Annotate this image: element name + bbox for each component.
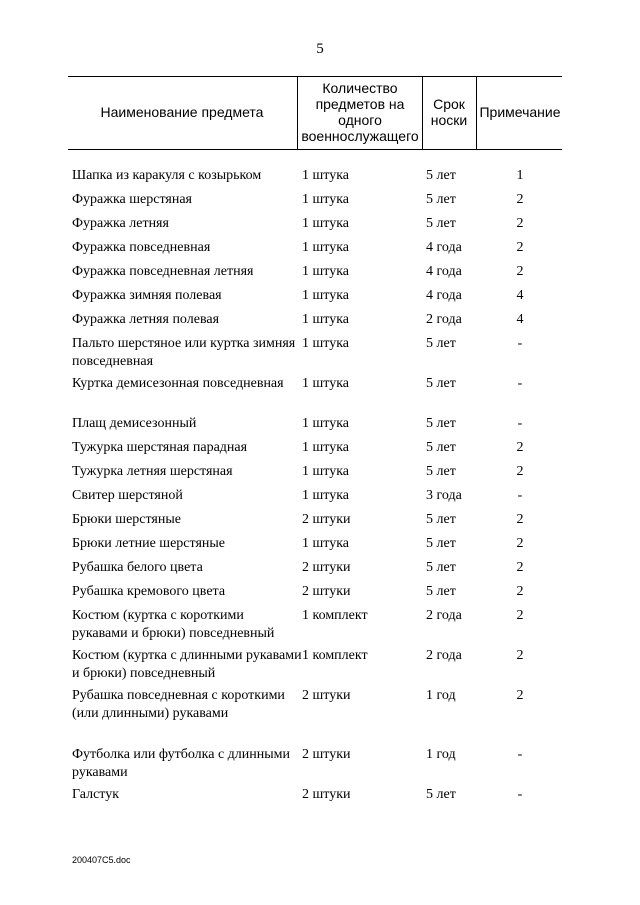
item-note: 2 <box>516 648 524 663</box>
item-note: 2 <box>516 216 524 231</box>
item-note: 2 <box>516 464 524 479</box>
header-qty: Количество предметов на одного военнослужащего <box>301 80 419 144</box>
item-note: 2 <box>516 240 524 255</box>
item-name: Шапка из каракуля с козырьком <box>72 168 262 183</box>
item-note: 2 <box>516 192 524 207</box>
item-quantity: 2 штуки <box>302 512 351 527</box>
item-name: Куртка демисезонная повседневная <box>72 376 284 391</box>
page-number: 5 <box>316 41 324 57</box>
header-name: Наименование предмета <box>100 104 264 120</box>
item-note: - <box>517 787 523 802</box>
item-term: 2 года <box>426 608 462 623</box>
item-name: Фуражка повседневная <box>72 240 211 255</box>
item-term: 4 года <box>426 288 462 303</box>
footer-filename: 200407C5.doc <box>72 855 131 865</box>
item-note: 2 <box>516 584 524 599</box>
item-name: Брюки шерстяные <box>72 512 181 527</box>
header-top-rule <box>68 76 562 77</box>
item-name: Галстук <box>72 787 120 802</box>
header-note: Примечание <box>479 104 561 120</box>
item-name: Фуражка летняя <box>72 216 169 231</box>
item-name: Футболка или футболка с длинными рукавами <box>72 747 291 780</box>
item-note: 4 <box>516 312 524 327</box>
item-term: 5 лет <box>426 168 456 183</box>
item-term: 2 года <box>426 312 462 327</box>
column-divider <box>422 76 423 149</box>
item-quantity: 1 комплект <box>302 608 368 623</box>
item-term: 5 лет <box>426 536 456 551</box>
column-divider <box>297 76 298 149</box>
item-term: 4 года <box>426 264 462 279</box>
item-note: - <box>517 488 523 503</box>
item-quantity: 1 штука <box>302 240 350 255</box>
item-term: 4 года <box>426 240 462 255</box>
item-quantity: 2 штуки <box>302 584 351 599</box>
header-term: Срок носки <box>430 96 468 128</box>
item-quantity: 1 штука <box>302 288 350 303</box>
item-quantity: 1 комплект <box>302 648 368 663</box>
item-note: - <box>517 747 523 762</box>
item-quantity: 1 штука <box>302 536 350 551</box>
item-term: 3 года <box>426 488 462 503</box>
item-quantity: 1 штука <box>302 376 350 391</box>
item-quantity: 1 штука <box>302 312 350 327</box>
item-quantity: 2 штуки <box>302 787 351 802</box>
item-term: 5 лет <box>426 584 456 599</box>
item-quantity: 2 штуки <box>302 560 351 575</box>
item-name: Брюки летние шерстяные <box>72 536 226 551</box>
item-name: Плащ демисезонный <box>72 416 197 431</box>
item-quantity: 1 штука <box>302 464 350 479</box>
item-term: 5 лет <box>426 192 456 207</box>
item-name: Тужурка шерстяная парадная <box>72 440 248 455</box>
item-note: - <box>517 336 523 351</box>
item-term: 5 лет <box>426 512 456 527</box>
item-term: 5 лет <box>426 560 456 575</box>
item-name: Фуражка летняя полевая <box>72 312 220 327</box>
item-name: Рубашка белого цвета <box>72 560 203 575</box>
item-quantity: 1 штука <box>302 488 350 503</box>
item-name: Свитер шерстяной <box>72 488 183 503</box>
item-quantity: 1 штука <box>302 216 350 231</box>
item-quantity: 1 штука <box>302 192 350 207</box>
item-name: Рубашка повседневная с короткими (или длинными) рукавами <box>72 688 285 721</box>
item-term: 5 лет <box>426 336 456 351</box>
item-quantity: 1 штука <box>302 168 350 183</box>
item-term: 1 год <box>426 688 456 703</box>
item-term: 2 года <box>426 648 462 663</box>
item-name: Фуражка зимняя полевая <box>72 288 222 303</box>
item-quantity: 1 штука <box>302 336 350 351</box>
item-note: - <box>517 376 523 391</box>
item-quantity: 1 штука <box>302 264 350 279</box>
item-note: 2 <box>516 512 524 527</box>
item-name: Костюм (куртка с длинными рукавами и брюки) повседневный <box>72 648 302 681</box>
item-quantity: 2 штуки <box>302 688 351 703</box>
item-term: 5 лет <box>426 440 456 455</box>
item-term: 5 лет <box>426 376 456 391</box>
item-term: 1 год <box>426 747 456 762</box>
item-name: Фуражка повседневная летняя <box>72 264 254 279</box>
column-divider <box>476 76 477 149</box>
item-quantity: 1 штука <box>302 416 350 431</box>
item-quantity: 1 штука <box>302 440 350 455</box>
item-name: Тужурка летняя шерстяная <box>72 464 233 479</box>
item-note: 2 <box>516 440 524 455</box>
item-note: 2 <box>516 608 524 623</box>
item-note: 2 <box>516 536 524 551</box>
item-name: Пальто шерстяное или куртка зимняя повседневная <box>72 336 296 369</box>
item-note: 2 <box>516 688 524 703</box>
item-note: 1 <box>516 168 524 183</box>
item-term: 5 лет <box>426 416 456 431</box>
item-name: Рубашка кремового цвета <box>72 584 226 599</box>
item-note: - <box>517 416 523 431</box>
item-term: 5 лет <box>426 464 456 479</box>
item-quantity: 2 штуки <box>302 747 351 762</box>
header-bottom-rule <box>68 149 562 150</box>
item-name: Костюм (куртка с короткими рукавами и брюки) повседневный <box>72 608 275 641</box>
item-note: 2 <box>516 560 524 575</box>
item-name: Фуражка шерстяная <box>72 192 192 207</box>
item-note: 4 <box>516 288 524 303</box>
item-term: 5 лет <box>426 787 456 802</box>
item-term: 5 лет <box>426 216 456 231</box>
item-note: 2 <box>516 264 524 279</box>
